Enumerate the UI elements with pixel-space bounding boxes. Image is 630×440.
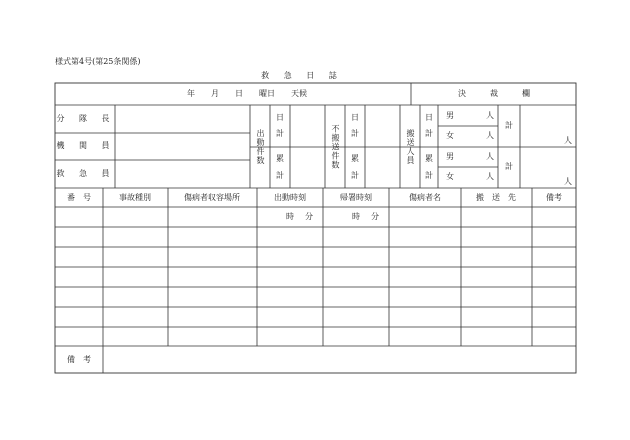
col-patient-name-header: 傷病者名 [409,193,441,202]
staff-leader-label: 分 隊 長 [56,114,116,123]
cumulative-female-label: 女 [446,172,454,181]
day-female-label: 女 [446,131,454,140]
day-female-unit: 人 [486,131,494,140]
return-hour-label: 時 [352,212,360,221]
transported-day-total-label: 計 [425,129,433,138]
col-pickup-place-header: 傷病者収容場所 [184,193,240,202]
transported-cumulative-label: 累 [425,154,433,163]
transported-persons-label: 搬送人員 [406,129,415,165]
approval-header: 決 裁 欄 [458,89,530,98]
date-weather-row: 年 月 日 曜日 天候 [187,89,307,98]
col-remarks-header: 備考 [546,193,562,202]
col-accident-type-header: 事故種別 [119,193,151,202]
non-transport-cumulative-label: 累 [351,154,359,163]
form-caption: 様式第4号(第25条関係) [55,57,141,66]
cumulative-subtotal-label: 計 [505,162,513,171]
dispatch-hour-label: 時 [286,212,294,221]
day-grand-total-unit: 人 [564,136,572,145]
dispatch-count-label: 出動件数 [256,129,265,165]
day-male-label: 男 [446,111,454,120]
col-destination-header: 搬 送 先 [476,193,516,202]
non-transport-day-label: 日 [351,113,359,122]
cumulative-grand-total-unit: 人 [564,177,572,186]
transported-day-label: 日 [425,113,433,122]
non-transport-count-label: 不搬送件数 [331,124,340,170]
cumulative-female-unit: 人 [486,172,494,181]
staff-engineer-label: 機 関 員 [56,141,116,150]
non-transport-cumulative-total-label: 計 [351,171,359,180]
col-number-header: 番 号 [67,193,91,202]
dispatch-day-label: 日 [276,113,284,122]
return-minute-label: 分 [371,212,379,221]
dispatch-cumulative-total-label: 計 [276,171,284,180]
col-return-time-header: 帰署時刻 [340,193,372,202]
col-dispatch-time-header: 出動時刻 [274,193,306,202]
non-transport-day-total-label: 計 [351,129,359,138]
cumulative-male-label: 男 [446,152,454,161]
form-title: 救 急 日 誌 [261,71,343,80]
dispatch-day-total-label: 計 [276,129,284,138]
staff-paramedic-label: 救 急 員 [56,169,116,178]
transported-cumulative-total-label: 計 [425,171,433,180]
footer-remarks-label: 備 考 [67,355,91,364]
dispatch-cumulative-label: 累 [276,154,284,163]
cumulative-male-unit: 人 [486,152,494,161]
day-subtotal-label: 計 [505,121,513,130]
day-male-unit: 人 [486,111,494,120]
dispatch-minute-label: 分 [305,212,313,221]
